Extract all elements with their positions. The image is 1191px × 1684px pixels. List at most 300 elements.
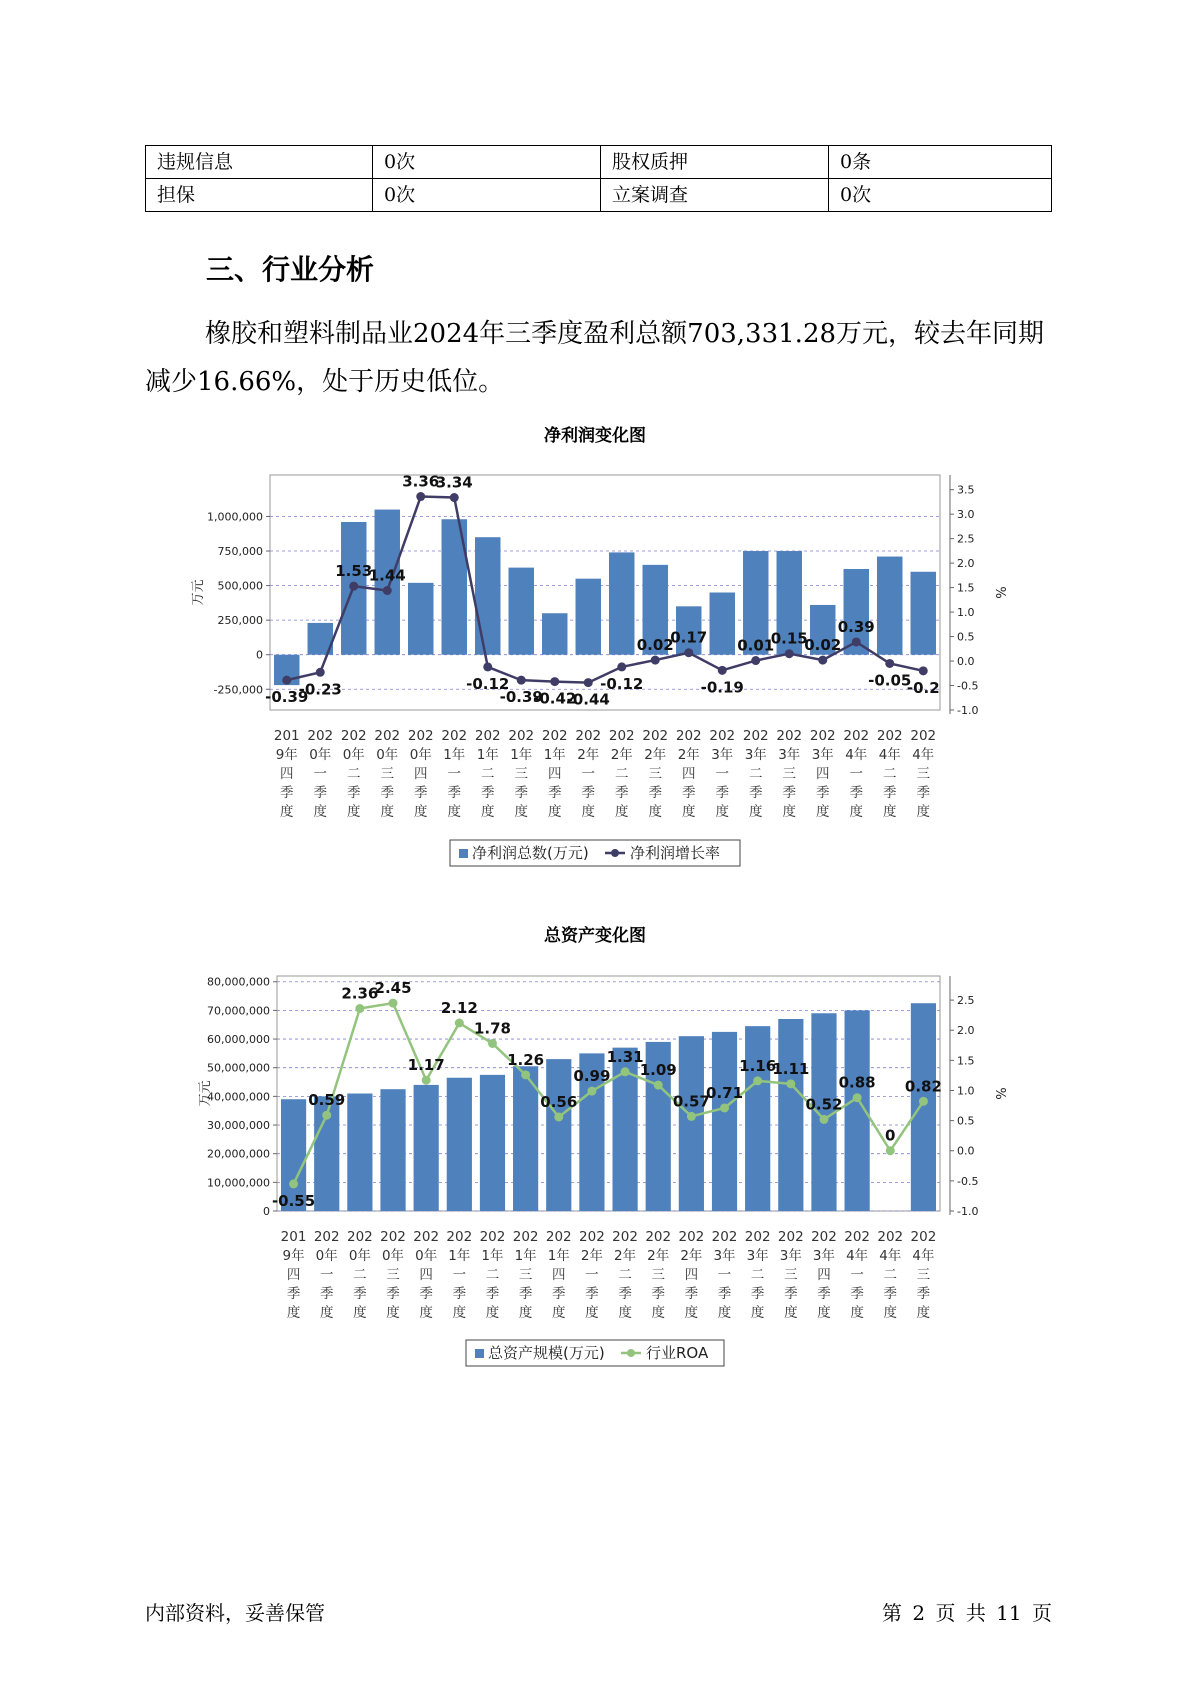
- x-tick-label-line: 3年: [778, 747, 801, 763]
- x-tick-label-line: 一: [581, 766, 595, 782]
- x-tick-label-line: 度: [414, 804, 428, 820]
- x-tick-label-line: 四: [684, 1267, 699, 1283]
- x-tick-label-line: 季: [883, 1286, 898, 1302]
- table-row: [146, 179, 1052, 212]
- x-tick-label-line: 0年: [381, 1248, 405, 1264]
- x-tick-label-line: 度: [749, 804, 763, 820]
- x-tick-label-line: 202: [579, 1229, 605, 1245]
- x-tick-label: [877, 1229, 903, 1321]
- x-tick-label-line: 度: [552, 1305, 566, 1321]
- x-tick-label-line: 202: [843, 728, 870, 744]
- x-tick-label-line: 季: [518, 1286, 533, 1302]
- bar: [911, 1003, 936, 1211]
- x-tick-label-line: 度: [452, 1305, 467, 1321]
- bar: [546, 1059, 571, 1211]
- page-number: 第 2 页 共 11 页: [882, 1601, 1052, 1625]
- line-point: [550, 677, 559, 686]
- x-tick-label-line: 202: [910, 728, 937, 744]
- x-tick-label-line: 季: [447, 785, 461, 801]
- net-profit-chart-svg: [170, 425, 1020, 885]
- legend-swatch-point: [611, 849, 619, 857]
- x-tick-label: [475, 728, 501, 820]
- x-tick-label-line: 度: [883, 1305, 898, 1321]
- data-label: -0.12: [466, 674, 510, 693]
- y-axis-label: 万元: [191, 579, 206, 606]
- x-tick-label-line: 四: [816, 766, 830, 782]
- x-tick-label-line: 4年: [879, 1248, 902, 1264]
- data-label: -0.55: [271, 1191, 316, 1210]
- x-tick-label-line: 三: [916, 1267, 931, 1283]
- x-tick-label-line: 度: [485, 1305, 500, 1321]
- section-title: 三、行业分析: [206, 253, 375, 286]
- y-tick-label: 10,000,000: [207, 1176, 270, 1190]
- data-label: 0.57: [672, 1092, 710, 1111]
- x-tick-label-line: 一: [717, 1267, 732, 1283]
- data-label: 0.02: [636, 636, 674, 655]
- x-tick-label: [645, 1229, 671, 1321]
- data-label: 3.34: [435, 473, 473, 492]
- x-tick-label-line: 季: [816, 785, 830, 801]
- bar: [408, 583, 433, 655]
- x-tick-label-line: 季: [347, 785, 361, 801]
- x-tick-label-line: 度: [286, 1305, 301, 1321]
- data-label: 0: [885, 1126, 896, 1145]
- x-tick-label-line: 三: [380, 766, 394, 782]
- data-label: 1.16: [739, 1056, 777, 1075]
- y2-axis-label: %: [992, 586, 1007, 599]
- x-tick-label: [408, 728, 434, 820]
- bar: [609, 552, 634, 654]
- x-tick-label-line: 二: [615, 766, 629, 782]
- x-tick-label-line: 度: [514, 804, 528, 820]
- y2-axis-label: %: [992, 1087, 1007, 1100]
- x-tick-label: [575, 728, 601, 820]
- x-tick-label-line: 季: [481, 785, 495, 801]
- line-point: [886, 1146, 895, 1155]
- x-tick-label-line: 3年: [811, 747, 834, 763]
- bar: [347, 1094, 372, 1212]
- x-tick-label: [446, 1229, 472, 1321]
- y-tick-label: 250,000: [217, 614, 263, 628]
- line-point: [720, 1103, 729, 1112]
- y-tick-label: 750,000: [217, 545, 263, 559]
- x-tick-label-line: 202: [313, 1229, 340, 1245]
- legend-label: 行业ROA: [646, 1344, 709, 1362]
- x-tick-label-line: 季: [319, 1286, 334, 1302]
- x-tick-label-line: 一: [447, 766, 461, 782]
- data-label: 3.36: [402, 472, 440, 491]
- x-tick-label-line: 202: [441, 728, 468, 744]
- y-tick-label: 50,000,000: [207, 1061, 270, 1075]
- x-tick-label-line: 度: [784, 1305, 798, 1321]
- x-tick-label-line: 202: [777, 1229, 804, 1245]
- x-tick-label: [709, 728, 735, 820]
- bar: [712, 1032, 737, 1211]
- x-tick-label-line: 四: [280, 766, 294, 782]
- data-label: 2.36: [341, 984, 379, 1003]
- data-label: 1.31: [606, 1047, 644, 1066]
- x-tick-label-line: 202: [612, 1229, 638, 1245]
- x-tick-label-line: 度: [280, 804, 294, 820]
- x-tick-label-line: 季: [414, 785, 428, 801]
- x-tick-label-line: 202: [474, 728, 501, 744]
- line-point: [751, 656, 760, 665]
- line-point: [587, 1087, 596, 1096]
- legend-swatch-point: [627, 1349, 635, 1357]
- x-tick-label: [678, 1229, 704, 1321]
- table-row: [146, 146, 1052, 179]
- x-tick-label: [712, 1229, 738, 1321]
- x-tick-label-line: 4年: [912, 747, 935, 763]
- x-tick-label-line: 2年: [610, 747, 633, 763]
- x-tick-label-line: 季: [386, 1286, 400, 1302]
- x-tick-label-line: 度: [347, 804, 361, 820]
- x-tick-label-line: 三: [386, 1267, 400, 1283]
- y2-tick-label: -1.0: [957, 704, 979, 717]
- x-tick-label-line: 度: [850, 1305, 864, 1321]
- x-tick-label-line: 度: [717, 1305, 732, 1321]
- x-tick-label-line: 度: [419, 1305, 433, 1321]
- x-tick-label-line: 季: [883, 785, 897, 801]
- legend-swatch-bar: [459, 849, 468, 858]
- x-tick-label-line: 202: [307, 728, 334, 744]
- x-tick-label-line: 1年: [510, 747, 533, 763]
- line-point: [819, 1115, 828, 1124]
- bar: [710, 593, 735, 655]
- x-tick-label-line: 度: [651, 1305, 665, 1321]
- x-tick-label-line: 度: [585, 1305, 599, 1321]
- x-tick-label: [811, 1229, 837, 1321]
- x-tick-label: [513, 1229, 539, 1321]
- x-tick-label-line: 2年: [580, 1248, 603, 1264]
- x-tick-label-line: 1年: [448, 1248, 471, 1264]
- x-tick-label-line: 2年: [647, 1248, 670, 1264]
- y2-tick-label: 2.0: [957, 1024, 975, 1038]
- bar: [509, 568, 534, 655]
- data-label: 0.17: [670, 628, 708, 647]
- x-tick-label-line: 三: [518, 1267, 533, 1283]
- x-tick-label-line: 3年: [779, 1248, 802, 1264]
- x-tick-label-line: 202: [675, 728, 702, 744]
- x-tick-label-line: 季: [684, 1286, 699, 1302]
- x-tick-label: [776, 728, 802, 820]
- line-point: [718, 666, 727, 675]
- table-cell: 0条: [829, 146, 1052, 179]
- x-tick-label-line: 度: [581, 804, 595, 820]
- x-tick-label: [380, 1229, 406, 1321]
- line-point: [919, 666, 928, 675]
- y2-tick-label: 0.0: [957, 655, 975, 669]
- data-label: -0.39: [499, 688, 543, 707]
- x-tick-label-line: 202: [346, 1229, 373, 1245]
- line-point: [389, 999, 398, 1008]
- x-tick-label-line: 度: [816, 804, 830, 820]
- y-tick-label: 80,000,000: [207, 975, 270, 989]
- x-tick-label-line: 3年: [711, 747, 734, 763]
- x-tick-label-line: 度: [750, 1305, 765, 1321]
- x-tick-label: [341, 728, 367, 820]
- x-tick-label-line: 二: [750, 1267, 765, 1283]
- bar: [414, 1085, 439, 1211]
- x-tick-label: [413, 1229, 439, 1321]
- x-tick-label-line: 三: [782, 766, 796, 782]
- legend-label: 总资产规模(万元): [488, 1344, 605, 1362]
- x-tick-label-line: 二: [347, 766, 361, 782]
- line-point: [687, 1112, 696, 1121]
- line-point: [349, 582, 358, 591]
- table-cell: 担保: [146, 179, 373, 212]
- x-tick-label-line: 202: [877, 1229, 904, 1245]
- legend-label: 净利润总数(万元): [472, 844, 589, 862]
- x-tick-label: [810, 728, 836, 820]
- x-tick-label-line: 三: [916, 766, 930, 782]
- line-point: [483, 662, 492, 671]
- x-tick-label-line: 202: [512, 1229, 539, 1245]
- x-tick-label-line: 二: [749, 766, 763, 782]
- x-tick-label-line: 季: [353, 1286, 367, 1302]
- line-point: [282, 676, 291, 685]
- x-tick-label-line: 202: [413, 1229, 440, 1245]
- data-label: 0.99: [573, 1067, 611, 1086]
- legend-swatch-bar: [475, 1349, 484, 1358]
- x-tick-label-line: 二: [883, 1267, 898, 1283]
- x-tick-label: [314, 1229, 340, 1321]
- line-point: [517, 676, 526, 685]
- x-tick-label-line: 度: [682, 804, 696, 820]
- data-label: -0.39: [265, 688, 309, 707]
- x-tick-label-line: 季: [581, 785, 595, 801]
- x-tick-label-line: 季: [817, 1286, 831, 1302]
- table-cell: 0次: [373, 179, 601, 212]
- x-tick-label-line: 一: [313, 766, 327, 782]
- table-cell: 立案调查: [601, 179, 829, 212]
- y2-tick-label: 1.0: [957, 1084, 975, 1098]
- data-label: -0.42: [533, 689, 577, 708]
- line-point: [455, 1019, 464, 1028]
- legend-label: 净利润增长率: [630, 844, 721, 862]
- data-label: -0.19: [700, 678, 744, 697]
- y-tick-label: 0: [263, 1205, 270, 1218]
- x-tick-label-line: 度: [849, 804, 863, 820]
- x-tick-label: [441, 728, 467, 820]
- x-tick-label-line: 季: [286, 1286, 301, 1302]
- data-label: 0.82: [904, 1077, 942, 1096]
- x-tick-label-line: 季: [452, 1286, 467, 1302]
- x-tick-label-line: 3年: [744, 747, 767, 763]
- x-tick-label-line: 度: [715, 804, 729, 820]
- x-tick-label-line: 四: [552, 1267, 566, 1283]
- x-tick-label-line: 202: [744, 1229, 771, 1245]
- y2-tick-label: 3.0: [957, 508, 975, 522]
- x-tick-label: [642, 728, 668, 820]
- x-tick-label: [307, 728, 333, 820]
- x-tick-label-line: 四: [419, 1267, 433, 1283]
- x-tick-label-line: 季: [485, 1286, 500, 1302]
- x-tick-label-line: 9年: [282, 1248, 305, 1264]
- bar: [576, 579, 601, 655]
- x-tick-label-line: 202: [776, 728, 803, 744]
- plot-area: [277, 976, 940, 1211]
- total-assets-chart-svg: [170, 925, 1020, 1385]
- x-tick-label-line: 202: [809, 728, 836, 744]
- x-tick-label-line: 一: [319, 1267, 334, 1283]
- data-label: 1.17: [407, 1056, 445, 1075]
- x-tick-label-line: 202: [844, 1229, 871, 1245]
- x-tick-label-line: 度: [380, 804, 394, 820]
- x-tick-label: [347, 1229, 373, 1321]
- bar: [679, 1036, 704, 1211]
- x-tick-label-line: 季: [651, 1286, 665, 1302]
- x-tick-label-line: 0年: [415, 1248, 438, 1264]
- line-point: [488, 1039, 497, 1048]
- x-tick-label-line: 四: [548, 766, 562, 782]
- x-tick-label-line: 2年: [644, 747, 667, 763]
- data-label: 0.59: [308, 1091, 346, 1110]
- data-label: -0.23: [298, 680, 342, 699]
- x-tick-label-line: 一: [850, 1267, 864, 1283]
- y2-tick-label: 3.5: [957, 483, 975, 497]
- y-tick-label: 60,000,000: [207, 1033, 270, 1047]
- x-tick-label-line: 202: [380, 1229, 406, 1245]
- x-tick-label-line: 3年: [746, 1248, 769, 1264]
- x-tick-label-line: 202: [642, 728, 669, 744]
- x-tick-label-line: 度: [916, 1305, 931, 1321]
- x-tick-label-line: 二: [883, 766, 897, 782]
- x-tick-label-line: 二: [618, 1267, 632, 1283]
- x-tick-label-line: 202: [742, 728, 769, 744]
- y2-tick-label: 2.5: [957, 994, 975, 1008]
- x-tick-label-line: 202: [645, 1229, 672, 1245]
- line-point: [322, 1111, 331, 1120]
- x-tick-label-line: 度: [518, 1305, 533, 1321]
- x-tick-label-line: 202: [508, 728, 535, 744]
- bar: [380, 1089, 405, 1211]
- y-tick-label: 20,000,000: [207, 1147, 270, 1161]
- line-point: [422, 1076, 431, 1085]
- y-tick-label: 0: [256, 648, 263, 662]
- bar: [778, 1019, 803, 1211]
- data-label: 1.09: [639, 1061, 677, 1080]
- line-point: [584, 678, 593, 687]
- x-tick-label-line: 2年: [677, 747, 700, 763]
- x-tick-label-line: 度: [353, 1305, 367, 1321]
- line-point: [383, 586, 392, 595]
- x-tick-label: [508, 728, 534, 820]
- x-tick-label-line: 1年: [543, 747, 566, 763]
- chart-title: 总资产变化图: [544, 926, 646, 946]
- x-tick-label-line: 201: [273, 728, 300, 744]
- x-tick-label: [911, 1229, 937, 1321]
- y2-tick-label: 1.5: [957, 581, 975, 595]
- y-tick-label: 70,000,000: [207, 1004, 270, 1018]
- x-tick-label: [374, 728, 400, 820]
- x-tick-label-line: 202: [446, 1229, 473, 1245]
- y2-tick-label: -0.5: [957, 679, 979, 693]
- table-cell: 0次: [829, 179, 1052, 212]
- x-tick-label-line: 9年: [275, 747, 298, 763]
- x-tick-label-line: 季: [715, 785, 729, 801]
- x-tick-label-line: 度: [618, 1305, 632, 1321]
- line-point: [416, 492, 425, 501]
- line-point: [852, 637, 861, 646]
- x-tick-label-line: 二: [481, 766, 495, 782]
- data-label: 1.53: [335, 562, 373, 581]
- bar: [447, 1078, 472, 1211]
- y-axis-label: 万元: [198, 1080, 213, 1107]
- line-point: [521, 1070, 530, 1079]
- bar: [911, 572, 936, 655]
- x-tick-label-line: 202: [340, 728, 367, 744]
- x-tick-label-line: 三: [651, 1267, 665, 1283]
- x-tick-label-line: 季: [313, 785, 327, 801]
- x-tick-label-line: 季: [618, 1286, 632, 1302]
- bar: [745, 1026, 770, 1211]
- x-tick-label-line: 0年: [309, 747, 332, 763]
- line-point: [617, 662, 626, 671]
- x-tick-label: [676, 728, 702, 820]
- y2-tick-label: 1.5: [957, 1054, 975, 1068]
- x-tick-label-line: 度: [313, 804, 327, 820]
- x-tick-label-line: 202: [541, 728, 568, 744]
- x-tick-label-line: 202: [575, 728, 602, 744]
- x-tick-label-line: 度: [386, 1305, 400, 1321]
- data-label: 0.71: [706, 1083, 744, 1102]
- data-label: -0.44: [566, 690, 610, 709]
- data-label: -0.12: [600, 674, 644, 693]
- data-label: 0.39: [837, 617, 875, 636]
- bar: [480, 1075, 505, 1211]
- line-point: [785, 649, 794, 658]
- x-tick-label-line: 1年: [547, 1248, 570, 1264]
- x-tick-label-line: 季: [615, 785, 629, 801]
- line-point: [355, 1004, 364, 1013]
- x-tick-label-line: 2年: [614, 1248, 637, 1264]
- x-tick-label-line: 季: [648, 785, 662, 801]
- line-point: [919, 1097, 928, 1106]
- x-tick-label-line: 4年: [912, 1248, 935, 1264]
- x-tick-label-line: 二: [485, 1267, 500, 1283]
- x-tick-label-line: 0年: [409, 747, 432, 763]
- line-point: [651, 656, 660, 665]
- x-tick-label-line: 1年: [481, 1248, 504, 1264]
- data-label: 0.88: [838, 1073, 876, 1092]
- x-tick-label-line: 度: [817, 1305, 831, 1321]
- data-label: -0.2: [906, 678, 940, 697]
- y2-tick-label: 1.0: [957, 606, 975, 620]
- x-tick-label-line: 1年: [514, 1248, 537, 1264]
- x-tick-label-line: 度: [684, 1305, 699, 1321]
- y2-tick-label: 0.5: [957, 1114, 975, 1128]
- data-label: 0.15: [770, 629, 808, 648]
- data-label: -0.05: [868, 671, 912, 690]
- x-tick-label-line: 202: [678, 1229, 705, 1245]
- x-tick-label-line: 度: [782, 804, 796, 820]
- x-tick-label-line: 一: [452, 1267, 467, 1283]
- line-point: [654, 1081, 663, 1090]
- x-tick-label-line: 季: [850, 1286, 864, 1302]
- x-tick-label-line: 度: [447, 804, 461, 820]
- data-label: 2.12: [440, 999, 478, 1017]
- x-tick-label-line: 4年: [878, 747, 901, 763]
- x-tick-label-line: 季: [717, 1286, 732, 1302]
- x-tick-label: [877, 728, 903, 820]
- x-tick-label-line: 3年: [812, 1248, 836, 1264]
- data-label: 0.52: [805, 1095, 843, 1114]
- x-tick-label-line: 1年: [476, 747, 499, 763]
- x-tick-label-line: 季: [514, 785, 528, 801]
- x-tick-label-line: 季: [419, 1286, 433, 1302]
- x-tick-label-line: 3年: [713, 1248, 736, 1264]
